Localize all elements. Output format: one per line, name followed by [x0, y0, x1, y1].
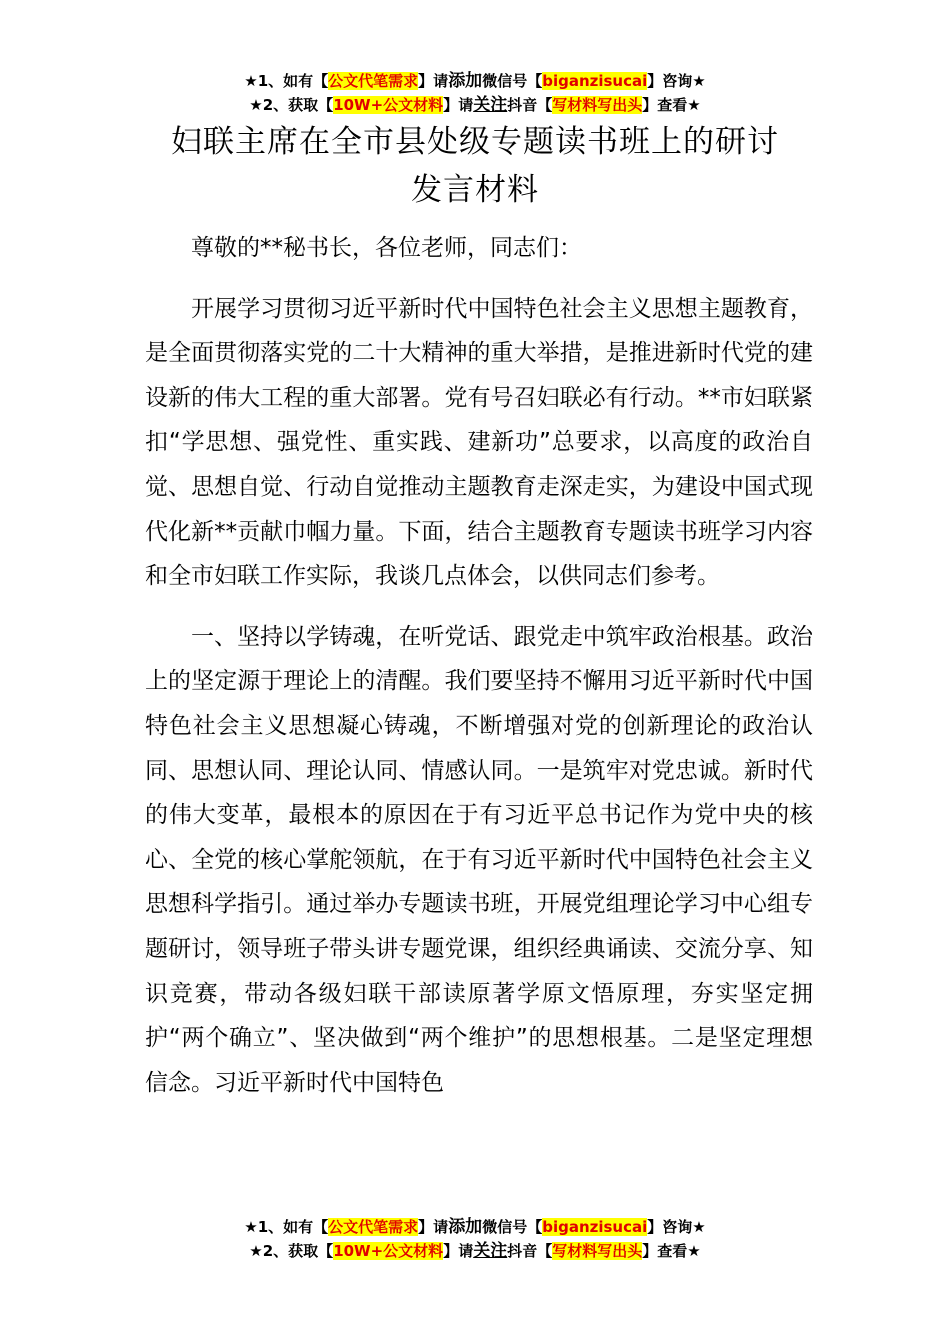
title-line-1: 妇联主席在全市县处级专题读书班上的研讨: [171, 124, 779, 160]
promo-text: 】请: [418, 72, 449, 90]
promo-text: 抖音【: [507, 96, 553, 114]
promo-text: 】咨询★: [647, 72, 706, 90]
promo-text: ★2、获取【: [249, 96, 334, 114]
promo-text: 微信号【: [482, 72, 543, 90]
promo-line-2: [0, 1240, 950, 1264]
promo-line-1: [0, 1216, 950, 1240]
promo-text: 】查看★: [642, 96, 701, 114]
wechat-id-highlight: biganzisucai: [542, 72, 648, 90]
promo-text: ★1、如有【: [244, 1218, 329, 1236]
title-line-2: 发言材料: [411, 172, 539, 208]
douyin-highlight: 写材料写出头: [552, 96, 643, 114]
promo-emphasis: 添加: [448, 1217, 483, 1237]
promo-line-1: [0, 70, 950, 94]
salutation: 尊敬的**秘书长，各位老师，同志们：: [191, 235, 582, 261]
promo-text: ★2、获取【: [249, 1242, 334, 1260]
promo-highlight: 公文代笔需求: [328, 1218, 419, 1236]
promo-highlight: 公文代笔需求: [328, 72, 419, 90]
douyin-highlight: 写材料写出头: [552, 1242, 643, 1260]
paragraph-intro: 开展学习贯彻习近平新时代中国特色社会主义思想主题教育，是全面贯彻落实党的二十大精神的重大举措，是推进新时代党的建设新的伟大工程的重大部署。党有号召妇联必有行动。**市妇联紧扣“学思想、强党性、重实践、建新功”总要求，以高度的政治自觉、思想自觉、行动自觉推动主题教育走深走实，为建设中国式现代化新**贡献巾帼力量。下面，结合主题教育专题读书班学习内容和全市妇联工作实际，我谈几点体会，以供同志们参考。: [145, 295, 813, 590]
promo-text: 】请: [443, 1242, 474, 1260]
promo-text: ★1、如有【: [244, 72, 329, 90]
promo-line-2: [0, 94, 950, 118]
promo-highlight: 10W+公文材料: [333, 1242, 444, 1260]
wechat-id-highlight: biganzisucai: [542, 1218, 648, 1236]
document-body: [145, 226, 813, 1105]
promo-highlight: 10W+公文材料: [333, 96, 444, 114]
document-title: [0, 118, 950, 214]
promo-banner-top: [0, 70, 950, 118]
promo-banner-bottom: [0, 1216, 950, 1264]
promo-emphasis: 关注: [473, 1241, 508, 1261]
promo-emphasis: 关注: [473, 95, 508, 115]
promo-text: 】查看★: [642, 1242, 701, 1260]
paragraph-section-1: 一、坚持以学铸魂，在听党话、跟党走中筑牢政治根基。政治上的坚定源于理论上的清醒。我们要坚持不懈用习近平新时代中国特色社会主义思想凝心铸魂，不断增强对党的创新理论的政治认同、思想认同、理论认同、情感认同。一是筑牢对党忠诚。新时代的伟大变革，最根本的原因在于有习近平总书记作为党中央的核心、全党的核心掌舵领航，在于有习近平新时代中国特色社会主义思想科学指引。通过举办专题读书班，开展党组理论学习中心组专题研讨，领导班子带头讲专题党课，组织经典诵读、交流分享、知识竞赛，带动各级妇联干部读原著学原文悟原理，夯实坚定拥护“两个确立”、坚决做到“两个维护”的思想根基。二是坚定理想信念。习近平新时代中国特色: [145, 623, 813, 1096]
promo-emphasis: 添加: [448, 71, 483, 91]
promo-text: 】请: [418, 1218, 449, 1236]
promo-text: 】请: [443, 96, 474, 114]
promo-text: 抖音【: [507, 1242, 553, 1260]
promo-text: 微信号【: [482, 1218, 543, 1236]
promo-text: 】咨询★: [647, 1218, 706, 1236]
